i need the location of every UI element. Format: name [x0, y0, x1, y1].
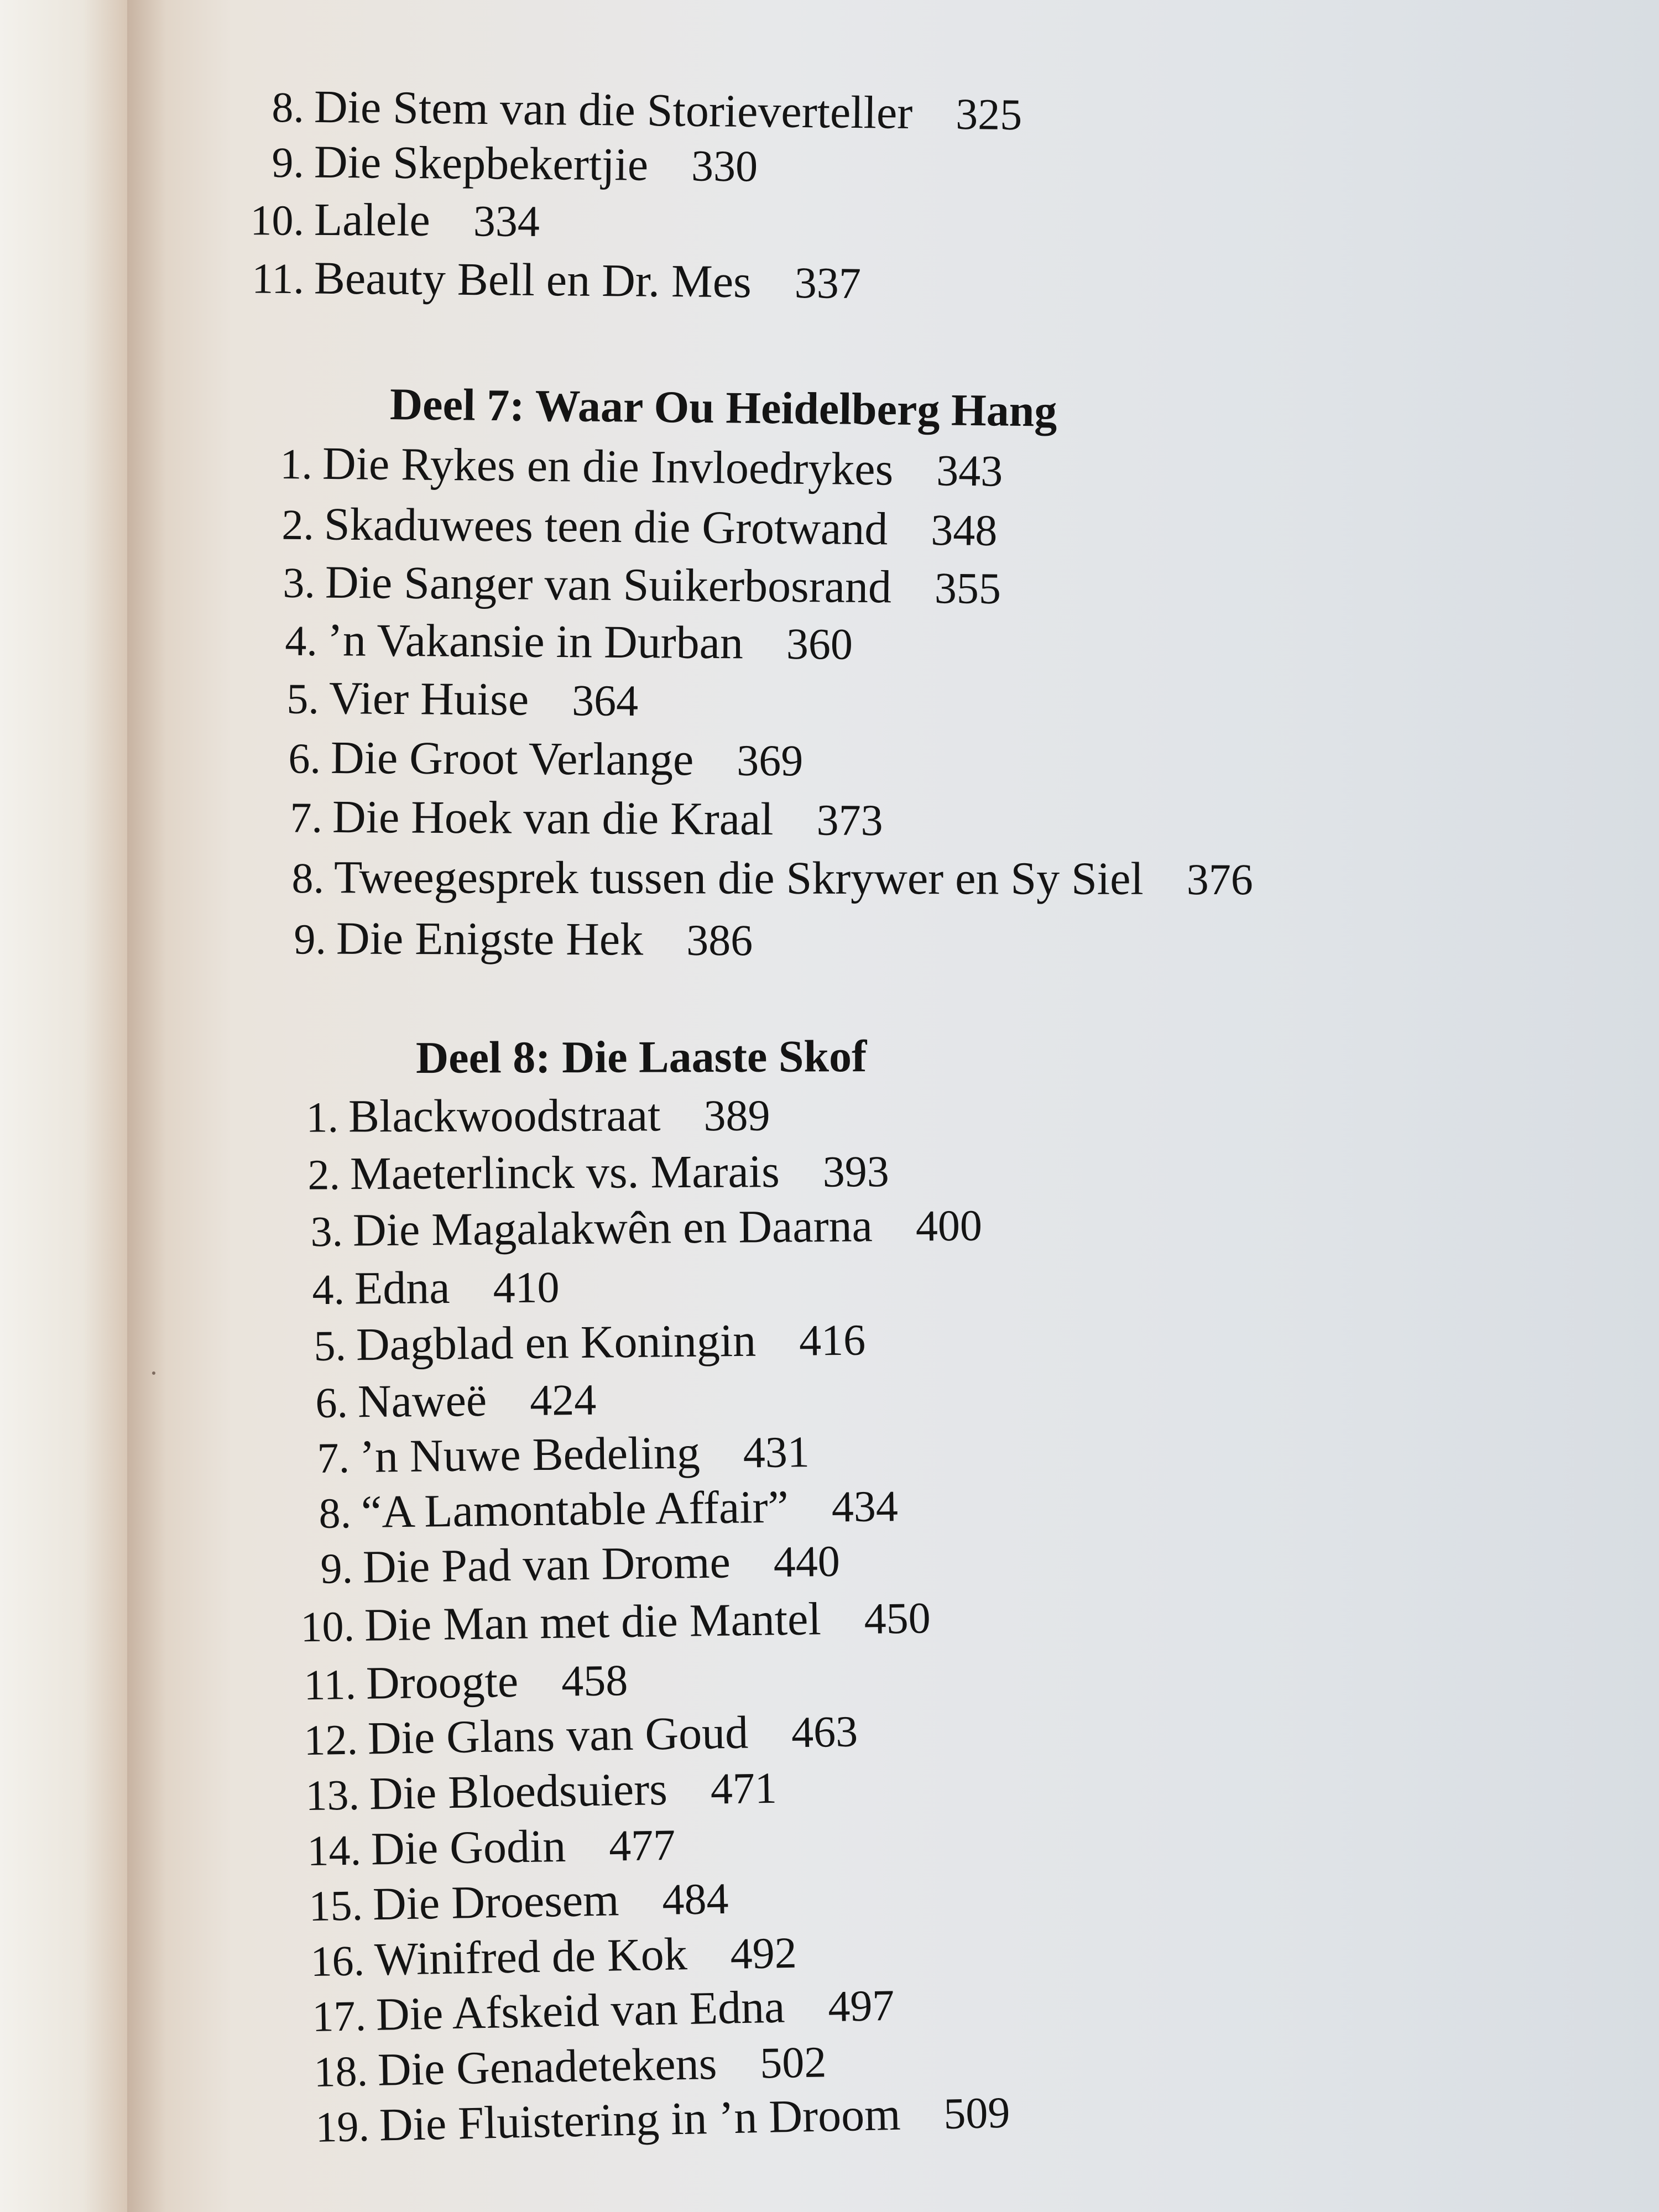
page-number: 343 — [936, 446, 1003, 496]
chapter-number: 6. — [315, 1378, 348, 1427]
toc-entry — [283, 1982, 895, 2040]
chapter-number: 8. — [318, 1489, 352, 1537]
chapter-title: Die Sanger van Suikerbosrand — [325, 556, 892, 613]
page-number: 373 — [816, 796, 883, 846]
page-number: 325 — [955, 90, 1022, 140]
page-number: 458 — [561, 1656, 628, 1706]
chapter-title: Die Rykes en die Invloedrykes — [322, 437, 894, 495]
chapter-number: 6. — [288, 734, 321, 782]
section-heading: Deel 8: Die Laaste Skof — [415, 1031, 867, 1083]
chapter-title: Die Droesem — [372, 1874, 620, 1931]
toc-entry — [232, 556, 1001, 614]
chapter-title: Blackwoodstraat — [348, 1089, 661, 1142]
chapter-title: ’n Nuwe Bedeling — [359, 1427, 701, 1483]
chapter-title: ’n Vakansie in Durban — [327, 614, 744, 669]
page-number: 376 — [1186, 855, 1253, 905]
page-number: 400 — [915, 1201, 983, 1251]
page-number: 509 — [943, 2088, 1011, 2139]
chapter-title: Skaduwees teen die Grotwand — [324, 498, 888, 555]
toc-entry — [281, 1929, 797, 1985]
page-number: 330 — [691, 142, 758, 191]
toc-entry — [221, 83, 1022, 138]
chapter-number: 1. — [306, 1093, 339, 1141]
chapter-title: Vier Huise — [328, 672, 529, 726]
chapter-number: 14. — [306, 1825, 362, 1875]
toc-entry — [257, 1148, 889, 1198]
toc-entry — [271, 1594, 931, 1650]
toc-entry — [274, 1708, 858, 1764]
chapter-number: 1. — [280, 439, 313, 488]
toc-entry — [278, 1822, 676, 1874]
toc-entry — [231, 500, 998, 554]
chapter-number: 5. — [286, 674, 320, 723]
toc-entry — [279, 1875, 729, 1929]
toc-entry — [276, 1765, 777, 1819]
chapter-number: 3. — [283, 558, 316, 607]
chapter-title: Edna — [354, 1262, 450, 1314]
chapter-title: Die Genadetekens — [377, 2038, 718, 2096]
chapter-number: 15. — [308, 1881, 363, 1931]
chapter-title: Naweë — [357, 1374, 487, 1428]
toc-entry — [269, 1538, 840, 1592]
page-number: 337 — [794, 259, 862, 309]
page-number: 334 — [473, 197, 540, 247]
toc-entry — [266, 1428, 810, 1481]
page-number: 492 — [729, 1928, 797, 1979]
page-number: 431 — [743, 1428, 810, 1478]
toc-entry — [255, 1089, 770, 1142]
chapter-title: Tweegesprek tussen die Skrywer en Sy Siel — [333, 852, 1144, 905]
chapter-number: 17. — [311, 1991, 367, 2041]
toc-entry — [234, 614, 853, 669]
chapter-number: 9. — [294, 915, 327, 963]
toc-entry — [239, 791, 883, 846]
chapter-title: Winifred de Kok — [374, 1928, 688, 1986]
chapter-number: 11. — [303, 1660, 357, 1709]
chapter-title: Die Magalakwên en Daarna — [352, 1200, 873, 1256]
chapter-title: Die Godin — [371, 1820, 566, 1875]
chapter-title: Dagblad en Koningin — [356, 1314, 757, 1371]
chapter-title: Lalele — [314, 194, 431, 246]
toc-entry — [284, 2038, 827, 2095]
chapter-number: 10. — [300, 1601, 355, 1651]
page-number: 360 — [786, 619, 853, 669]
chapter-title: “A Lamontable Affair” — [361, 1481, 789, 1538]
chapter-number: 2. — [281, 500, 315, 549]
chapter-number: 16. — [310, 1936, 365, 1986]
toc-entry — [236, 672, 639, 726]
page-number: 393 — [822, 1147, 889, 1197]
chapter-title: Die Stem van die Storieverteller — [314, 81, 913, 139]
chapter-title: Die Pad van Drome — [362, 1536, 731, 1593]
page-number: 424 — [529, 1375, 597, 1425]
page-number: 497 — [827, 1981, 895, 2032]
toc-entry — [265, 1376, 597, 1426]
section-heading: Deel 7: Waar Ou Heidelberg Hang — [389, 379, 1057, 436]
page-number: 440 — [773, 1537, 841, 1587]
page-number: 355 — [934, 564, 1001, 614]
chapter-title: Die Groot Verlange — [330, 732, 694, 786]
page-number: 348 — [930, 506, 998, 556]
page-number: 471 — [710, 1764, 778, 1814]
chapter-number: 4. — [312, 1265, 345, 1314]
chapter-number: 7. — [290, 793, 323, 842]
page-number: 389 — [703, 1091, 770, 1141]
chapter-number: 7. — [316, 1433, 350, 1482]
chapter-number: 12. — [303, 1715, 358, 1765]
toc-entry — [229, 437, 1003, 496]
chapter-number: 9. — [320, 1543, 353, 1593]
page-number: 410 — [493, 1263, 560, 1313]
chapter-number: 8. — [291, 854, 325, 902]
chapter-title: Droogte — [366, 1655, 519, 1709]
chapter-title: Die Bloedsuiers — [369, 1763, 668, 1820]
toc-entry — [262, 1264, 560, 1313]
toc-entry — [273, 1657, 628, 1708]
chapter-number: 4. — [285, 616, 318, 665]
page-number: 434 — [831, 1482, 899, 1532]
chapter-number: 11. — [252, 254, 305, 303]
chapter-number: 2. — [307, 1150, 341, 1199]
toc-entry — [221, 194, 540, 247]
chapter-number: 19. — [315, 2101, 370, 2151]
toc-entry — [221, 252, 862, 309]
chapter-title: Die Skepbekertjie — [314, 136, 649, 191]
chapter-number: 13. — [305, 1770, 360, 1820]
chapter-number: 18. — [313, 2047, 368, 2096]
toc-entry — [241, 852, 1253, 905]
chapter-title: Die Hoek van die Kraal — [332, 791, 774, 846]
toc-entry — [286, 2089, 1010, 2151]
toc-entry — [268, 1483, 898, 1537]
page-number: 416 — [799, 1316, 866, 1365]
chapter-title: Die Enigste Hek — [336, 912, 644, 966]
chapter-title: Die Man met die Mantel — [364, 1593, 822, 1651]
chapter-number: 5. — [314, 1321, 347, 1370]
chapter-number: 10. — [250, 196, 305, 244]
page-number: 364 — [571, 676, 639, 726]
chapter-title: Die Afskeid van Edna — [375, 1981, 786, 2041]
chapter-number: 8. — [272, 82, 305, 132]
chapter-title: Beauty Bell en Dr. Mes — [314, 252, 752, 308]
chapter-number: 9. — [272, 138, 305, 187]
chapter-number: 3. — [310, 1207, 343, 1256]
page-number: 477 — [608, 1820, 676, 1871]
page-number: 369 — [737, 736, 804, 786]
toc-entry — [263, 1314, 866, 1371]
page-number: 484 — [661, 1874, 729, 1924]
chapter-title: Maeterlinck vs. Marais — [349, 1146, 780, 1200]
toc-entry — [221, 138, 758, 189]
page-number: 386 — [686, 916, 753, 966]
toc-entry — [260, 1202, 983, 1255]
chapter-title: Die Glans van Goud — [367, 1707, 749, 1765]
page-number: 450 — [864, 1594, 931, 1644]
chapter-title: Die Fluistering in ’n Droom — [378, 2088, 901, 2151]
page-number: 502 — [759, 2038, 827, 2088]
toc-entry — [238, 734, 804, 784]
toc-entry — [243, 912, 753, 966]
page-number: 463 — [791, 1707, 858, 1757]
